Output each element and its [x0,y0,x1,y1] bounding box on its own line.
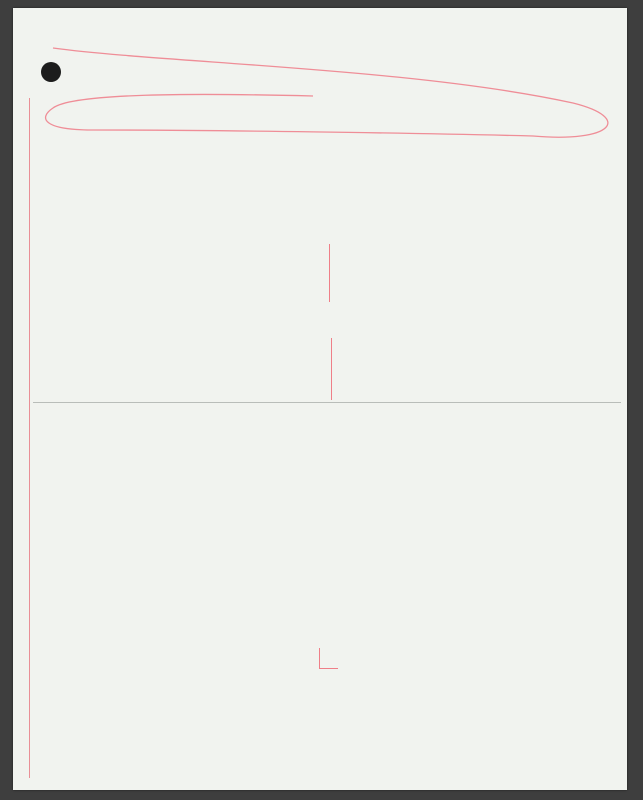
punch-hole [41,62,61,82]
margin-line [29,98,30,778]
bracket-annotation [319,648,338,669]
bracket-annotation [329,244,330,302]
header-loop-annotation [13,8,627,178]
bracket-annotation [331,338,332,400]
table-divider [33,402,621,403]
document-page [13,8,627,790]
